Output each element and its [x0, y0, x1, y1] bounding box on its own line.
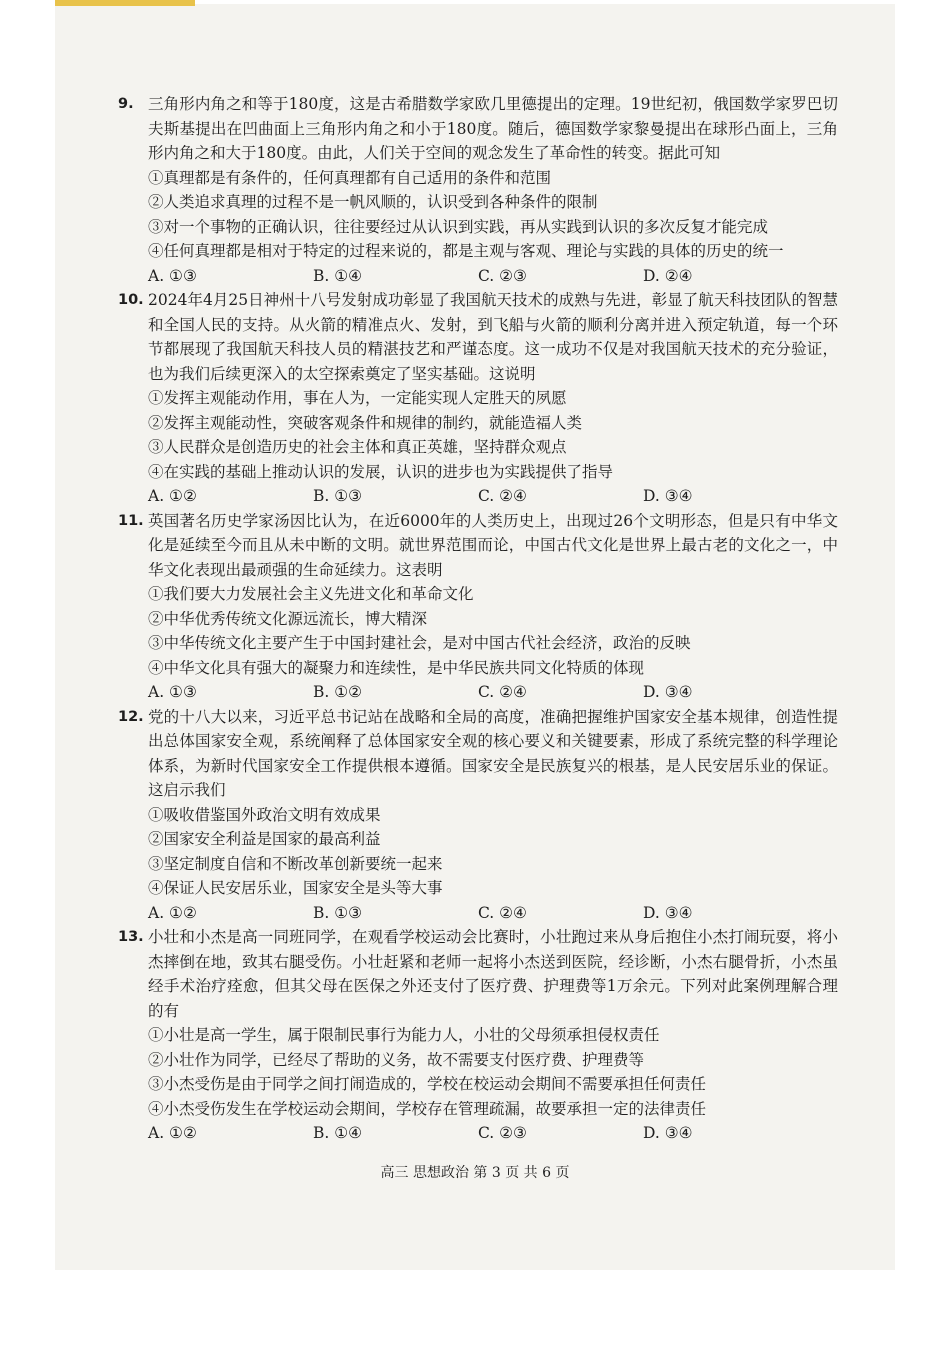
statement-4: ④任何真理都是相对于特定的过程来说的，都是主观与客观、理论与实践的具体的历史的统一: [148, 242, 784, 260]
choice-d: D. ③④: [643, 1124, 693, 1142]
statement-4: ④在实践的基础上推动认识的发展，认识的进步也为实践提供了指导: [148, 462, 614, 481]
statement-3: ③对一个事物的正确认识，往往要经过从认识到实践，再从实践到认识的多次反复才能完成: [148, 217, 769, 236]
statement-2: ②中华优秀传统文化源远流长，博大精深: [148, 609, 428, 628]
statement-2: ②发挥主观能动性，突破客观条件和规律的制约，就能造福人类: [148, 413, 583, 432]
choice-d: D. ②④: [643, 266, 693, 285]
question-12: [118, 705, 838, 926]
choice-b: B. ①③: [313, 487, 363, 505]
answer-choices: [118, 264, 838, 289]
choice-b: B. ①②: [313, 683, 363, 701]
question-text: 三角形内角之和等于180度，这是古希腊数学家欧几里德提出的定理。19世纪初，俄国数学家罗巴切夫斯基提出在凹曲面上三角形内角之和小于180度。随后，德国数学家黎曼提出在球形凸面上，三角形内角之和大于180度。由此，人们关于空间的观念发生了革命性的转变。据此可知: [148, 95, 838, 162]
question-list: [118, 92, 838, 1146]
statement-4: ④保证人民安居乐业，国家安全是头等大事: [148, 879, 443, 897]
statement-3: ③坚定制度自信和不断改革创新要统一起来: [148, 854, 443, 873]
statement-1: ①发挥主观能动作用，事在人为，一定能实现人定胜天的夙愿: [148, 389, 567, 407]
choice-a: A. ①③: [148, 683, 197, 701]
question-number: 13.: [118, 929, 144, 945]
question-number: 9.: [118, 96, 134, 112]
statement-3: ③中华传统文化主要产生于中国封建社会，是对中国古代社会经济，政治的反映: [148, 634, 691, 652]
answer-choices: [118, 1121, 838, 1146]
choice-a: A. ①③: [148, 266, 197, 285]
choice-c: C. ②④: [478, 683, 527, 701]
choice-b: B. ①④: [313, 1124, 363, 1142]
statement-3: ③小杰受伤是由于同学之间打闹造成的，学校在校运动会期间不需要承担任何责任: [148, 1075, 707, 1093]
statement-1: ①我们要大力发展社会主义先进文化和革命文化: [148, 585, 474, 603]
question-13: [118, 925, 838, 1146]
answer-choices: [118, 680, 838, 705]
choice-b: B. ①④: [313, 266, 363, 285]
question-11: [118, 509, 838, 705]
statement-1: ①真理都是有条件的，任何真理都有自己适用的条件和范围: [148, 168, 552, 187]
question-stem: [118, 509, 838, 583]
statement-2: ②国家安全利益是国家的最高利益: [148, 830, 381, 848]
question-9: [118, 92, 838, 288]
choice-a: A. ①②: [148, 1124, 197, 1142]
question-text: 党的十八大以来，习近平总书记站在战略和全局的高度，准确把握维护国家安全基本规律，创造性提出总体国家安全观，系统阐释了总体国家安全观的核心要义和关键要素，形成了系统完整的科学理论体系，为新时代国家安全工作提供根本遵循。国家安全是民族复兴的根基，是人民安居乐业的保证。这启示我们: [148, 707, 838, 799]
scan-edge-strip: [55, 0, 195, 6]
statement-3: ③人民群众是创造历史的社会主体和真正英雄，坚持群众观点: [148, 438, 567, 456]
statement-2: ②小壮作为同学，已经尽了帮助的义务，故不需要支付医疗费、护理费等: [148, 1050, 645, 1069]
statement-2: ②人类追求真理的过程不是一帆风顺的，认识受到各种条件的限制: [148, 193, 598, 211]
choice-b: B. ①③: [313, 903, 363, 922]
question-stem: [118, 925, 838, 1023]
answer-choices: [118, 901, 838, 926]
question-number: 11.: [118, 512, 144, 529]
question-number: 10.: [118, 292, 144, 308]
choice-c: C. ②③: [478, 1124, 527, 1142]
choice-c: C. ②③: [478, 266, 527, 285]
question-stem: [118, 705, 838, 803]
choice-d: D. ③④: [643, 903, 693, 922]
page-footer: 高三 思想政治 第 3 页 共 6 页: [380, 1165, 570, 1181]
question-stem: [118, 92, 838, 166]
question-text: 2024年4月25日神州十八号发射成功彰显了我国航天技术的成熟与先进，彰显了航天科技团队的智慧和全国人民的支持。从火箭的精准点火、发射，到飞船与火箭的顺利分离并进入预定轨道，每一个环节都展现了我国航天科技人员的精湛技艺和严谨态度。这一成功不仅是对我国航天技术的充分验证，也为我们后续更深入的太空探索奠定了坚实基础。这说明: [148, 291, 838, 383]
choice-a: A. ①②: [148, 487, 197, 505]
question-10: [118, 288, 838, 509]
statement-1: ①小壮是高一学生，属于限制民事行为能力人，小壮的父母须承担侵权责任: [148, 1026, 660, 1044]
choice-d: D. ③④: [643, 487, 693, 505]
statement-1: ①吸收借鉴国外政治文明有效成果: [148, 805, 381, 824]
choice-d: D. ③④: [643, 683, 693, 701]
choice-a: A. ①②: [148, 903, 197, 922]
question-text: 英国著名历史学家汤因比认为，在近6000年的人类历史上，出现过26个文明形态，但是只有中华文化是延续至今而且从未中断的文明。就世界范围而论，中国古代文化是世界上最古老的文化之一，中华文化表现出最顽强的生命延续力。这表明: [148, 511, 838, 579]
question-number: 12.: [118, 708, 144, 725]
question-stem: [118, 288, 838, 386]
answer-choices: [118, 484, 838, 509]
choice-c: C. ②④: [478, 903, 527, 922]
statement-4: ④中华文化具有强大的凝聚力和连续性，是中华民族共同文化特质的体现: [148, 658, 645, 677]
statement-4: ④小杰受伤发生在学校运动会期间，学校存在管理疏漏，故要承担一定的法律责任: [148, 1099, 707, 1118]
choice-c: C. ②④: [478, 487, 527, 505]
question-text: 小壮和小杰是高一同班同学，在观看学校运动会比赛时，小壮跑过来从身后抱住小杰打闹玩耍，将小杰摔倒在地，致其右腿受伤。小壮赶紧和老师一起将小杰送到医院，经诊断，小杰右腿骨折，小杰虽经手术治疗痊愈，但其父母在医保之外还支付了医疗费、护理费等1万余元。下列对此案例理解合理的有: [148, 928, 838, 1020]
